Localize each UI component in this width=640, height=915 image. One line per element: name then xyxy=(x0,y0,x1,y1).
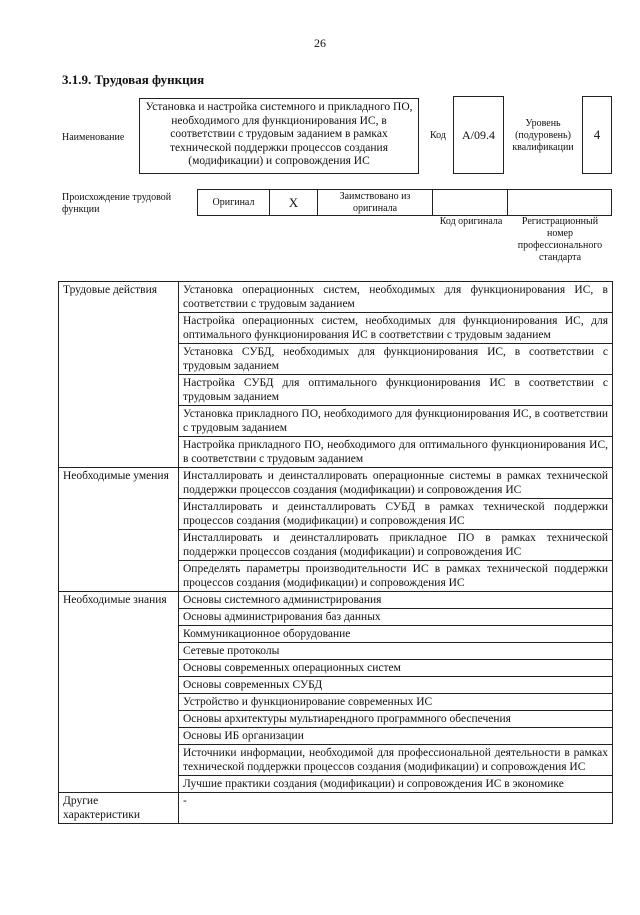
origin-row xyxy=(197,189,612,216)
section-title: 3.1.9. Трудовая функция xyxy=(62,72,205,87)
row-item: Сетевые протоколы xyxy=(179,643,613,660)
row-item: Источники информации, необходимой для профессиональной деятельности в рамках технической поддержки процессов создания (модификации) и сопровождения ИС xyxy=(179,745,613,776)
row-item: Устройство и функционирование современных ИС xyxy=(179,694,613,711)
code-original-cell xyxy=(433,190,508,215)
table-row xyxy=(59,468,613,499)
row-item: Основы системного администрирования xyxy=(179,592,613,609)
table-row xyxy=(59,793,613,824)
row-item: Лучшие практики создания (модификации) и сопровождения ИС в экономике xyxy=(179,776,613,793)
row-item: Основы современных СУБД xyxy=(179,677,613,694)
row-item: Настройка СУБД для оптимального функционирования ИС в соответствии с трудовым заданием xyxy=(179,375,613,406)
row-item: Инсталлировать и деинсталлировать операционные системы в рамках технической поддержки процессов создания (модификации) и сопровождения ИС xyxy=(179,468,613,499)
page-number: 26 xyxy=(314,36,326,50)
row-item: Инсталлировать и деинсталлировать прикладное ПО в рамках технической поддержки процессов создания (модификации) и сопровождения ИС xyxy=(179,530,613,561)
row-item: Основы администрирования баз данных xyxy=(179,609,613,626)
function-table xyxy=(58,281,613,824)
reg-number-caption: Регистрационный номер профессионального стандарта xyxy=(517,216,603,263)
level-box: 4 xyxy=(582,96,612,174)
code-label: Код xyxy=(430,130,446,141)
row-item: Настройка прикладного ПО, необходимого для оптимального функционирования ИС, в соответствии с трудовым заданием xyxy=(179,437,613,468)
row-item: Определять параметры производительности ИС в рамках технической поддержки процессов создания (модификации) и сопровождения ИС xyxy=(179,561,613,592)
original-label: Оригинал xyxy=(198,190,270,215)
name-label: Наименование xyxy=(62,132,125,143)
table-row xyxy=(59,282,613,313)
row-label: Трудовые действия xyxy=(59,282,179,468)
function-name-box: Установка и настройка системного и прикладного ПО, необходимого для функционирования ИС, в соответствии с трудовым заданием в рамках технической поддержки процессов создания (модификации) и сопровождения ИС xyxy=(139,98,419,174)
table-row xyxy=(59,592,613,609)
original-mark: X xyxy=(270,190,318,215)
level-label: Уровень (подуровень) квалификации xyxy=(512,118,574,153)
row-item: Установка СУБД, необходимых для функционирования ИС, в соответствии с трудовым заданием xyxy=(179,344,613,375)
origin-label: Происхождение трудовой функции xyxy=(62,192,172,215)
row-item: Настройка операционных систем, необходимых для функционирования ИС, для оптимального функционирования ИС в соответствии с трудовым заданием xyxy=(179,313,613,344)
row-item: Основы архитектуры мультиарендного программного обеспечения xyxy=(179,711,613,728)
borrowed-label: Заимствовано из оригинала xyxy=(318,190,433,215)
row-item: Коммуникационное оборудование xyxy=(179,626,613,643)
row-label: Необходимые умения xyxy=(59,468,179,592)
row-label: Другие характеристики xyxy=(59,793,179,824)
row-item: Установка прикладного ПО, необходимого для функционирования ИС, в соответствии с трудовым заданием xyxy=(179,406,613,437)
row-item: - xyxy=(179,793,613,824)
reg-number-cell xyxy=(508,190,611,215)
row-label: Необходимые знания xyxy=(59,592,179,793)
row-item: Основы современных операционных систем xyxy=(179,660,613,677)
row-item: Установка операционных систем, необходимых для функционирования ИС, в соответствии с трудовым заданием xyxy=(179,282,613,313)
function-code-box: А/09.4 xyxy=(453,96,504,174)
code-original-caption: Код оригинала xyxy=(439,216,503,227)
row-item: Инсталлировать и деинсталлировать СУБД в рамках технической поддержки процессов создания (модификации) и сопровождения ИС xyxy=(179,499,613,530)
row-item: Основы ИБ организации xyxy=(179,728,613,745)
